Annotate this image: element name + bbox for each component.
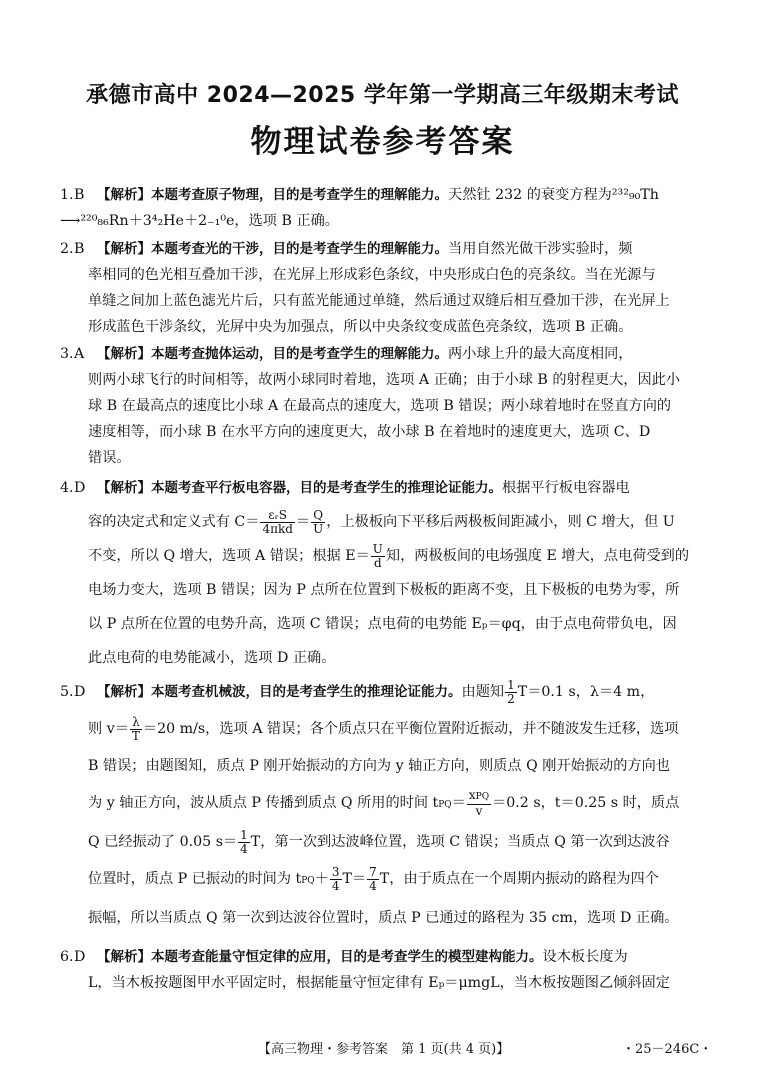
question-5-line-6: 位置时，质点 P 已振动的时间为 tPQ＋ $\frac{3}{4}$ T＝ $\frac{7}{4}$ T，由于质点在一个周期内振动的路程为四个 (88, 864, 659, 893)
analysis-tag: 【解析】本题考查抛体运动，目的是考查学生的理解能力。 (97, 346, 449, 362)
quarter-fraction: $\frac{1}{4}$ (240, 827, 248, 856)
question-2-line-1: 2.B 【解析】本题考查光的干涉，目的是考查学生的理解能力。当用自然光做干涉实验时，频 (60, 241, 633, 257)
analysis-tag: 【解析】本题考查能量守恒定律的应用，目的是考查学生的模型建构能力。 (97, 949, 543, 965)
analysis-tag: 【解析】本题考查机械波，目的是考查学生的推理论证能力。 (97, 684, 462, 700)
question-4-line-1: 4.D 【解析】本题考查平行板电容器，目的是考查学生的推理论证能力。根据平行板电容器电 (60, 480, 630, 496)
question-2-line-4: 形成蓝色干涉条纹，光屏中央为加强点，所以中央条纹变成蓝色亮条纹，选项 B 正确。 (88, 319, 633, 335)
question-4-line-2: 容的决定式和定义式有 C＝ $\frac{\text{εᵣS}}{\text{4πkd}}$ ＝ $\frac{Q}{U}$ ，上极板向下平移后两极板间距减小，则 C 增大，但 U (88, 507, 675, 536)
analysis-tag: 【解析】本题考查原子物理，目的是考查学生的理解能力。 (97, 187, 449, 203)
x-over-v-fraction: $\frac{\text{xPQ}}{v}$ (468, 787, 490, 818)
question-5-line-5: Q 已经振动了 0.05 s＝ $\frac{1}{4}$ T，第一次到达波峰位置，选项 C 错误；当质点 Q 第一次到达波谷 (88, 827, 670, 856)
analysis-tag: 【解析】本题考查平行板电容器，目的是考查学生的推理论证能力。 (97, 480, 503, 496)
document-subtitle: 物理试卷参考答案 (250, 124, 515, 160)
question-6-line-1: 6.D 【解析】本题考查能量守恒定律的应用，目的是考查学生的模型建构能力。设木板长度为 (60, 949, 628, 965)
capacitance-fraction: $\frac{\text{εᵣS}}{\text{4πkd}}$ (262, 507, 293, 536)
question-5-line-1: 5.D 【解析】本题考查机械波，目的是考查学生的推理论证能力。由题知 $\frac{1}{2}$ T＝0.1 s，λ＝4 m， (60, 677, 655, 706)
seven-quarter-fraction: $\frac{7}{4}$ (369, 864, 377, 893)
question-5-line-2: 则 v＝ $\frac{\lambda}{T}$ ＝20 m/s，选项 A 错误；各个质点只在平衡位置附近振动，并不随波发生迁移，选项 (88, 714, 679, 743)
lambda-over-t-fraction: $\frac{\lambda}{T}$ (131, 714, 140, 743)
question-4-line-6: 此点电荷的电势能减小，选项 D 正确。 (88, 650, 336, 666)
question-5-line-4: 为 y 轴正方向，波从质点 P 传播到质点 Q 所用的时间 tPQ＝ $\frac{\text{xPQ}}{v}$ ＝0.2 s，t＝0.25 s 时，质点 (88, 787, 680, 818)
question-4 (60, 471, 706, 675)
question-2-line-2: 率相同的色光相互叠加干涉，在光屏上形成彩色条纹，中央形成白色的亮条纹。当在光源与 (88, 267, 656, 283)
question-5-line-3: B 错误；由题图知，质点 P 刚开始振动的方向为 y 轴正方向，则质点 Q 刚开始振动的方向也 (88, 758, 670, 774)
question-1-line-2: ⟶²²⁰₈₆Rn＋3⁴₂He＋2₋₁⁰e，选项 B 正确。 (60, 213, 339, 229)
question-3 (60, 341, 706, 471)
question-4-line-3: 不变，所以 Q 增大，选项 A 错误；根据 E＝ $\frac{U}{d}$ 知，两极板间的电场强度 E 增大，点电荷受到的 (88, 541, 690, 570)
question-3-line-4: 速度相等，而小球 B 在水平方向的速度更大，故小球 B 在着地时的速度更大，选项 C、D (88, 424, 651, 440)
question-4-line-4: 电场力变大，选项 B 错误；因为 P 点所在位置到下极板的距离不变，且下极板的电势为零，所 (88, 582, 680, 598)
footer-page-info: 【高三物理・参考答案 第 1 页(共 4 页)】 (258, 1042, 510, 1057)
u-over-d-fraction: $\frac{U}{d}$ (372, 541, 383, 570)
question-4-line-5: 以 P 点所在位置的电势升高，选项 C 错误；点电荷的电势能 Eₚ＝φq，由于点电荷带负电，因 (88, 616, 677, 632)
question-6-line-2: L，当木板按题图甲水平固定时，根据能量守恒定律有 Eₚ＝μmgL，当木板按题图乙倾斜固定 (88, 975, 670, 991)
question-3-line-5: 错误。 (88, 450, 131, 466)
half-fraction: $\frac{1}{2}$ (507, 677, 515, 706)
question-2 (60, 236, 706, 340)
analysis-tag: 【解析】本题考查光的干涉，目的是考查学生的理解能力。 (97, 241, 449, 257)
question-2-line-3: 单缝之间加上蓝色滤光片后，只有蓝光能通过单缝，然后通过双缝后相互叠加干涉，在光屏上 (88, 293, 670, 309)
document-title: 承德市高中 2024—2025 学年第一学期高三年级期末考试 (86, 83, 679, 108)
three-quarter-fraction: $\frac{3}{4}$ (331, 864, 340, 893)
question-6 (60, 944, 706, 996)
question-1-line-1: 1.B 【解析】本题考查原子物理，目的是考查学生的理解能力。天然钍 232 的衰变方程为²³²₉₀Th (60, 187, 659, 203)
question-5 (60, 674, 706, 937)
question-3-line-3: 球 B 在最高点的速度比小球 A 在最高点的速度大，选项 B 错误；两小球着地时在竖直方向的 (88, 398, 672, 414)
footer-code: ・25－246C・ (622, 1042, 713, 1057)
question-3-line-2: 则两小球飞行的时间相等，故两小球同时着地，选项 A 正确；由于小球 B 的射程更大，因此小 (88, 372, 681, 388)
q-over-u-fraction: $\frac{Q}{U}$ (313, 507, 324, 536)
question-1 (60, 182, 706, 234)
question-3-line-1: 3.A 【解析】本题考查抛体运动，目的是考查学生的理解能力。两小球上升的最大高度相同， (60, 346, 633, 362)
question-5-line-7: 振幅，所以当质点 Q 第一次到达波谷位置时，质点 P 已通过的路程为 35 cm，选项 D 正确。 (88, 910, 679, 926)
